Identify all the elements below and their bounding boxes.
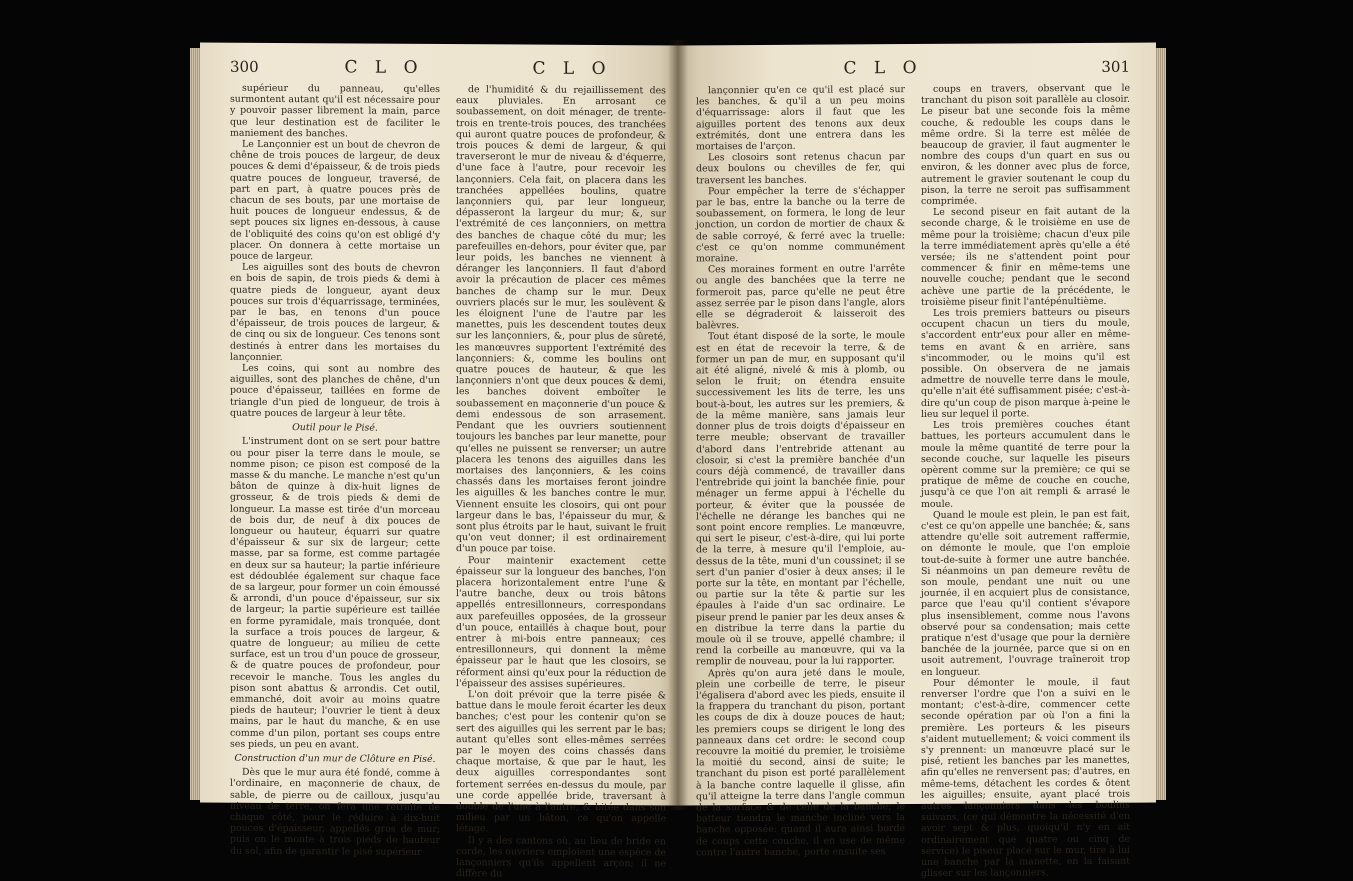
paragraph: Les aiguilles sont des bouts de chevron en bois de sapin, de trois pieds & demi à quatre pieds de longueur, ayant deux pouces sur trois d'équarrissage, terminées, par le bas, en tenons d'un pouce d'épaisseur, de trois pouces de largeur, & de cinq ou six de longueur. Ces tenons sont destinés à entrer dans les mortaises du lançonnier. bbox=[230, 262, 440, 363]
paragraph: L'on doit prévoir que la terre pisée & battue dans le moule feroit écarter les deux banches; c'est pour les contenir qu'on se sert des aiguilles qui les serrent par le bas; autant qu'elles sont elles-mêmes serrées par le moyen des coins chassés dans chaque mortaise, & que par le haut, les deux aiguilles correspondantes sont fortement serrées en-dessus du moule, par une corde appellée bride, traversant à double de l'une à l'autre, & bitée dans son milieu par un bâton, ce qu'on appelle létage. bbox=[456, 689, 666, 835]
paragraph: Le second piseur en fait autant de la seconde charge, & le troisième en use de même pour la troisième; chacun d'eux pile la terre immédiatement après qu'elle a été versée; ils ne s'attendent point pour commencer & finir en même-tems une nouvelle couche; pendant que le second achève une partie de la précédente, le troisième piseur finit l'antépénultième. bbox=[921, 205, 1130, 308]
paragraph: Ces moraines forment en outre l'arrête ou angle des banchées que la terre ne formeroit pas, parce qu'elle ne peut être assez serrée par le pison dans l'angle, alors elle se dégraderoit & laisseroit des balèvres. bbox=[696, 263, 905, 332]
paragraph: Dès que le mur aura été fondé, comme à l'ordinaire, en maçonnerie de chaux, de sable, de pierre ou de cailloux, jusqu'au niveau de terre, on fera une retraite de chaque côté, pour le réduire à dix-huit pouces d'épaisseur, appellés gros de mur; puis on le monte à trois pieds de hauteur du sol, afin de garantir le pisé supérieur bbox=[230, 766, 440, 858]
right-page bbox=[678, 43, 1156, 880]
paragraph: Le Lançonnier est un bout de chevron de chêne de trois pouces de largeur, de deux pouces & demi d'épaisseur, & de trois pieds quatre pouces de longueur, traversé, de part en part, à quatre pouces près de chacun de ses bouts, par une mortaise de huit pouces de longueur endessus, & de sept pouces six lignes en-dessous, à cause de l'obliquité des coins qu'on est obligé d'y placer. On donnera à cette mortaise un pouce de largeur. bbox=[230, 138, 440, 263]
left-columns bbox=[230, 83, 666, 881]
section-heading: Outil pour le Pisé. bbox=[292, 422, 378, 434]
right-page-number: 301 bbox=[1101, 57, 1130, 76]
left-page bbox=[200, 43, 678, 880]
left-page-edges bbox=[190, 48, 200, 800]
right-column-1 bbox=[696, 84, 905, 881]
paragraph: coups en travers, observant que le tranchant du pison soit parallèle au closoir. Le piseur bat une seconde fois la même couche, & redouble les coups dans le même ordre. Si la terre est mêlée de beaucoup de gravier, il faut augmenter le nombre des coups d'un quart en sus ou environ, & les donner avec plus de force, autrement le gravier soutenant le coup du pison, la terre ne seroit pas suffisamment comprimée. bbox=[921, 82, 1130, 208]
paragraph: Il y a des cantons où, au lieu de bride en corde, les ouvriers emploient une espèce de lançonniers qu'ils appellent arçon; il ne diffère du bbox=[456, 834, 666, 880]
right-page-edges bbox=[1156, 48, 1166, 800]
paragraph: Après qu'on aura jeté dans le moule, plein une corbeille de terre, le piseur l'égalisera d'abord avec les pieds, ensuite il la frappera du tranchant du pison, portant les coups de dix à douze pouces de haut; les premiers coups se dirigent le long des panneaux dans cet ordre: le second coup recouvre la moitié du premier, le troisième la moitié du second, ainsi de suite; le tranchant du pison est porté parallèlement à la banche contre laquelle il glisse, afin qu'il atteigne la terre dans l'angle commun de la surface & de celle de la banche; le batteur tiendra le manche incliné vers la banche opposée: quand il aura ainsi bordé de coups cette couche, il en use de même contre l'autre banche, porte ensuite ses bbox=[696, 666, 905, 859]
paragraph: de l'humidité & du rejaillissement des eaux pluviales. En arrosant ce soubassement, on doit ménager, de trente-trois en trente-trois pouces, des tranchées qui auront quatre pouces de profondeur, & trois pouces & demi de largeur, & qui traverseront le mur de niveau & d'équerre, d'une face à l'autre, pour recevoir les lançonniers. Cela fait, on placera dans les tranchées appellées boulins, quatre lançonniers qui, par leur longueur, dépasseront la largeur du mur; &, sur l'extrémité de ces lançonniers, on mettra des banches de chaque côté du mur; les parefeuilles en-dehors, pour éviter que, par leur poids, les banches ne viennent à déranger les lançonniers. Il faut d'abord avoir la précaution de placer ces mêmes banches de champ sur le mur. Deux ouvriers placés sur le mur, les soulèvent & les éloignent l'une de l'autre par les manettes, puis les descendent toutes deux sur les lançonniers, &, pour plus de sûreté, les manœuvres supportent l'extrémité des lançonniers: &, comme les boulins ont quatre pouces de hauteur, & que les lançonniers n'ont que deux pouces & demi, les banches doivent emboîter le soubassement en maçonnerie d'un pouce & demi endessous de son arrasement. Pendant que les ouvriers soutiennent toujours les banches par leur manette, pour qu'elles ne puissent se renverser; un autre placera les tenons des aiguilles dans les mortaises des lançonniers, & les coins chassés dans les mortaises feront joindre les aiguilles & les banches contre le mur. Viennent ensuite les closoirs, qui ont pour largeur dans le bas, l'épaisseur du mur, & sont plus étroits par le haut, suivant le fruit qu'on veut donner; il est ordinairement d'un pouce par toise. bbox=[456, 84, 666, 556]
left-running-title: C L O bbox=[344, 57, 424, 78]
paragraph: L'instrument dont on se sert pour battre ou pour piser la terre dans le moule, se nomme pison; ce pison est composé de la masse & du manche. Le manche n'est qu'un bâton de quinze à dix-huit lignes de grosseur, & de trois pieds & demi de longueur. La masse est tirée d'un morceau de bois dur, de neuf à dix pouces de longueur ou hauteur, équarri sur quatre d'épaisseur & sur six de largeur; cette masse, par sa forme, est comme partagée en deux sur sa hauteur; la partie inférieure est dédoublée également sur chaque face de sa largeur, pour former un coin émoussé & arrondi, d'un pouce d'épaisseur, sur six de largeur; la partie supérieure est taillée en forme pyramidale, mais tronquée, dont la surface a trois pouces de largeur, & quatre de longueur; au milieu de cette surface, est un trou d'un pouce de grosseur, & de quatre pouces de profondeur, pour recevoir le manche. Tous les angles du pison sont abattus & arrondis. Cet outil, emmanché, doit avoir au moins quatre pieds de hauteur; l'ouvrier le tient à deux mains, par le haut du manche, & en use comme d'un pilon, portant ses coups entre ses pieds, un peu en avant. bbox=[230, 436, 440, 751]
paragraph: Les trois premiers batteurs ou piseurs occupent chacun un tiers du moule, s'accordent entr'eux pour aller en même-tems en avant & en arrière, sans s'incommoder, ou le moins qu'il est possible. On observera de ne jamais admettre de nouvelle terre dans le moule, qu'elle n'ait été suffisamment pisée; c'est-à-dire qu'un coup de pison marque à-peine le lieu sur lequel il porte. bbox=[921, 306, 1130, 420]
left-running-head bbox=[230, 57, 666, 80]
paragraph: Tout étant disposé de la sorte, le moule est en état de recevoir la terre, & de former un pan de mur, en supposant qu'il ait été aligné, nivelé & mis à plomb, ou selon le fruit; on étendra ensuite successivement les lits de terre, les uns bout-à-bout, les autres sur les premiers, & de la même manière, sans jamais leur donner plus de trois doigts d'épaisseur en terre meuble; observant de travailler d'abord dans l'entrebride attenant au closoir, si c'est la première banchée d'un cours déjà commencé, de travailler dans l'entrebride qui joint la banchée finie, pour ménager un ferme appui à l'échelle du porteur, & éviter que la poussée de l'échelle ne dérange les banches qui ne sont point encore remplies. Le manœuvre, qui sert le piseur, c'est-à-dire, qui lui porte de la terre, à mesure qu'il l'emploie, au-dessus de la tête, muni d'un coussinet; il se sert d'un panier d'osier à deux anses; il le porte sur la tête, en montant par l'échelle, ou partie sur la tête & partie sur les épaules à l'aide d'un sac ordinaire. Le piseur prend le panier par les deux anses & en distribue la terre dans la partie du moule où il se trouve, appellé chambre; il rend la corbeille au manœuvre, qui va la remplir de nouveau, pour la lui rapporter. bbox=[696, 330, 905, 668]
paragraph: Les closoirs sont retenus chacun par deux boulons ou chevilles de fer, qui traversent les banches. bbox=[696, 151, 905, 186]
paragraph: Pour démonter le moule, il faut renverser l'ordre que l'on a suivi en le montant; c'est-à-dire, commencer cette seconde opération par où l'on a fini la première. Les porteurs & les piseurs s'aident mutuellement; & voici comment ils s'y prennent: un manœuvre placé sur le pisé, retient les banches par les manettes, afin qu'elles ne renversent pas; d'autres, en même-tems, détachent les cordes & ôtent les aiguilles; ensuite, ayant placé trois autres lançonniers dans les boulins suivans, (ce qui démontre la nécessité d'en avoir sept & plus, quoiqu'il n'y en ait ordinairement que quatre ou cinq de service) le piseur placé sur le mur, tire à lui une banche par la manette, en la faisant glisser sur les lançonniers, bbox=[921, 676, 1130, 880]
paragraph: Les coins, qui sont au nombre des aiguilles, sont des planches de chêne, d'un pouce d'épaisseur, taillées en forme de triangle d'un pied de longueur, de trois à quatre pouces de largeur à leur tête. bbox=[230, 362, 440, 420]
right-column-2 bbox=[921, 83, 1130, 880]
left-page-number: 300 bbox=[230, 57, 259, 76]
left-running-title-second: C L O bbox=[532, 58, 612, 80]
paragraph: supérieur du panneau, qu'elles surmontent autant qu'il est nécessaire pour y pouvoir passer librement la main, parce que leur destination est de faciliter le maniement des banches. bbox=[230, 82, 440, 140]
paragraph: Quand le moule est plein, le pan est fait, c'est ce qu'on appelle une banchée; &, sans attendre qu'elle soit autrement raffermie, on démonte le moule, que l'on emploie tout-de-suite à former une autre banchée. Si néanmoins un pan demeure revêtu de son moule, pendant une nuit ou une journée, il en acquiert plus de consistance, parce que l'eau qu'il contient s'évapore plus insensiblement, comme nous l'avons observé pour sa condensation; mais cette pratique n'est d'usage que pour la dernière banchée de la journée, parce que si on en usoit autrement, l'ouvrage traîneroit trop en longueur. bbox=[921, 508, 1130, 678]
paragraph: Les trois premières couches étant battues, les porteurs accumulent dans le moule la même quantité de terre pour la seconde couche, sur laquelle les piseurs opèrent comme sur la première; ce qui se pratique de même de couche en couche, jusqu'à ce que l'on ait rempli & arrasé le moule. bbox=[921, 418, 1130, 510]
right-columns bbox=[696, 83, 1130, 881]
paragraph: Pour maintenir exactement cette épaisseur sur la longueur des banches, l'on placera horizontalement entre l'une & l'autre banche, deux ou trois bâtons appellés entresillonneurs, correspondans aux parefeuilles opposées, de la grosseur d'un pouce, entaillés à chaque bout, pour entrer à mi-bois entre panneaux; ces entresillonneurs, qui donnent la même épaisseur par le haut que les closoirs, se réforment ainsi qu'eux pour la réduction de l'épaisseur des assises supérieures. bbox=[456, 554, 666, 690]
left-column-1 bbox=[230, 83, 440, 880]
section-heading: Construction d'un mur de Clôture en Pisé. bbox=[234, 752, 436, 765]
left-column-2 bbox=[456, 84, 666, 881]
book-gutter bbox=[668, 40, 688, 810]
right-running-title: C L O bbox=[843, 57, 923, 79]
right-running-head bbox=[696, 57, 1130, 80]
paragraph: Pour empêcher la terre de s'échapper par le bas, entre la banche ou la terre de soubassement, on formera, le long de leur jonction, un cordon de mortier de chaux & de sable corroyé, & ferré avec la truelle: c'est ce qu'on nomme communément moraine. bbox=[696, 184, 905, 265]
paragraph: lançonnier qu'en ce qu'il est placé sur les banches, & qu'il a un peu moins d'équarrissage: alors il faut que les aiguilles portent des tenons aux deux extrémités, dont une entrera dans les mortaises de l'arçon. bbox=[696, 84, 905, 153]
